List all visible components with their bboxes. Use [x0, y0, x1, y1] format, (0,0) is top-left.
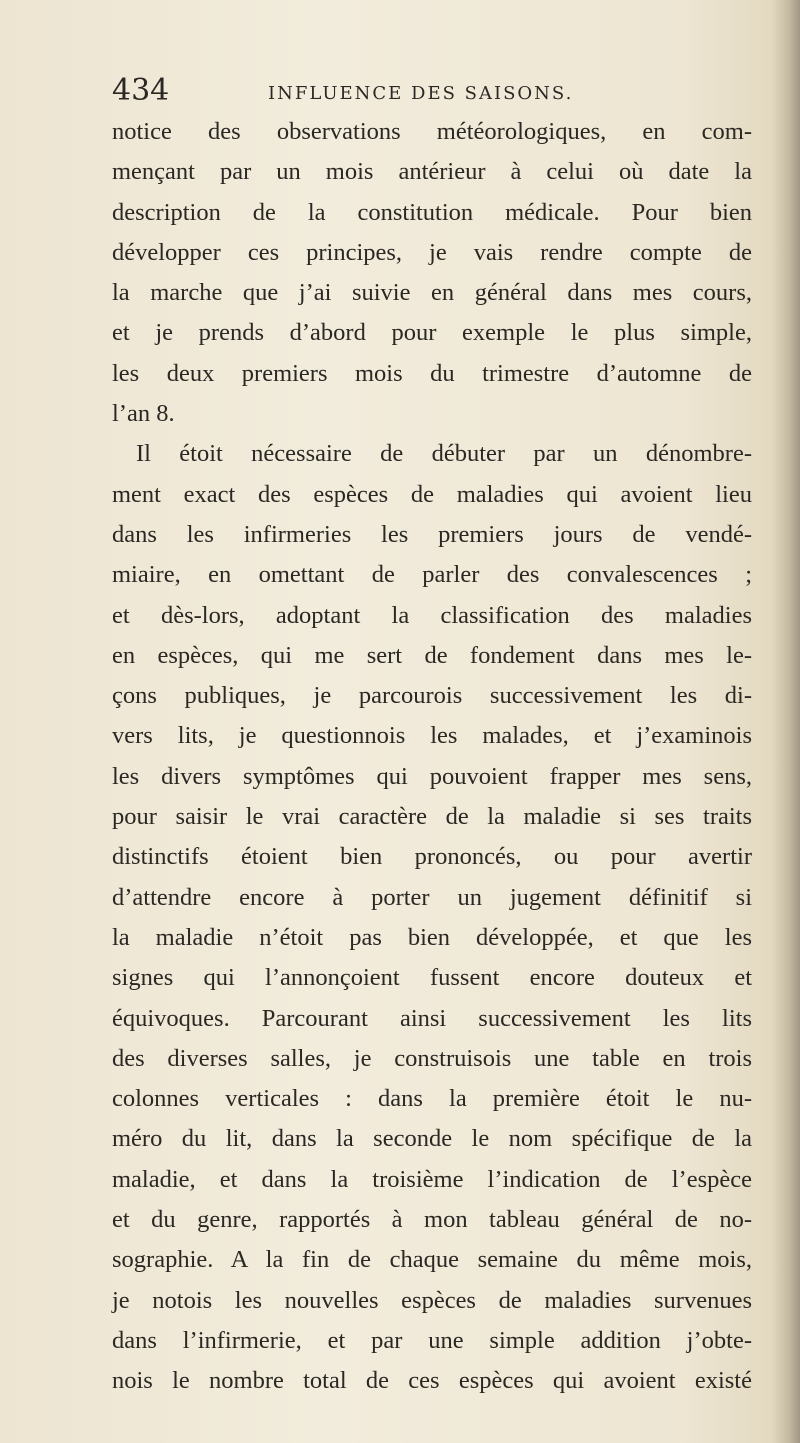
- page-edge-shadow: [772, 0, 800, 1443]
- text-line: les divers symptômes qui pouvoient frapper mes sens,: [112, 762, 752, 790]
- text-line: méro du lit, dans la seconde le nom spécifique de la: [112, 1125, 752, 1153]
- text-line: la maladie n’étoit pas bien développée, et que les: [112, 923, 752, 951]
- text-line: développer ces principes, je vais rendre compte de: [112, 238, 752, 266]
- text-line: mençant par un mois antérieur à celui où date la: [112, 158, 752, 186]
- text-line: d’attendre encore à porter un jugement définitif si: [112, 883, 752, 911]
- text-line: je notois les nouvelles espèces de maladies survenues: [112, 1286, 752, 1314]
- text-line: sographie. A la fin de chaque semaine du même mois,: [112, 1246, 752, 1274]
- text-line: nois le nombre total de ces espèces qui avoient existé: [112, 1367, 752, 1395]
- page-header: [112, 74, 712, 114]
- text-line: notice des observations météorologiques, en com-: [112, 118, 752, 145]
- body-text: [112, 112, 752, 1402]
- text-line: pour saisir le vrai caractère de la maladie si ses traits: [112, 803, 752, 831]
- text-line: colonnes verticales : dans la première étoit le nu-: [112, 1085, 752, 1113]
- text-line: description de la constitution médicale. Pour bien: [112, 198, 752, 226]
- text-line: dans les infirmeries les premiers jours de vendé-: [112, 520, 752, 548]
- text-line: la marche que j’ai suivie en général dans mes cours,: [112, 279, 752, 307]
- text-line: des diverses salles, je construisois une table en trois: [112, 1044, 752, 1072]
- text-line: ment exact des espèces de maladies qui avoient lieu: [112, 480, 752, 508]
- text-line: distinctifs étoient bien prononcés, ou pour avertir: [112, 843, 752, 871]
- text-line: et du genre, rapportés à mon tableau général de no-: [112, 1206, 752, 1234]
- text-line: signes qui l’annonçoient fussent encore douteux et: [112, 964, 752, 992]
- text-line: l’an 8.: [112, 400, 175, 428]
- page-number: 434: [112, 73, 170, 108]
- paragraph-first-line: Il étoit nécessaire de débuter par un dénombre-: [136, 440, 752, 468]
- text-line: miaire, en omettant de parler des convalescences ;: [112, 561, 752, 589]
- text-line: et dès-lors, adoptant la classification des maladies: [112, 601, 752, 629]
- text-line: les deux premiers mois du trimestre d’automne de: [112, 359, 752, 387]
- running-title: INFLUENCE DES SAISONS.: [268, 83, 574, 104]
- text-line: çons publiques, je parcourois successivement les di-: [112, 682, 752, 710]
- text-line: vers lits, je questionnois les malades, et j’examinois: [112, 722, 752, 750]
- text-line: dans l’infirmerie, et par une simple addition j’obte-: [112, 1326, 752, 1354]
- text-line: équivoques. Parcourant ainsi successivement les lits: [112, 1004, 752, 1032]
- text-line: maladie, et dans la troisième l’indication de l’espèce: [112, 1165, 752, 1193]
- text-line: en espèces, qui me sert de fondement dans mes le-: [112, 641, 752, 669]
- text-line: et je prends d’abord pour exemple le plus simple,: [112, 319, 752, 347]
